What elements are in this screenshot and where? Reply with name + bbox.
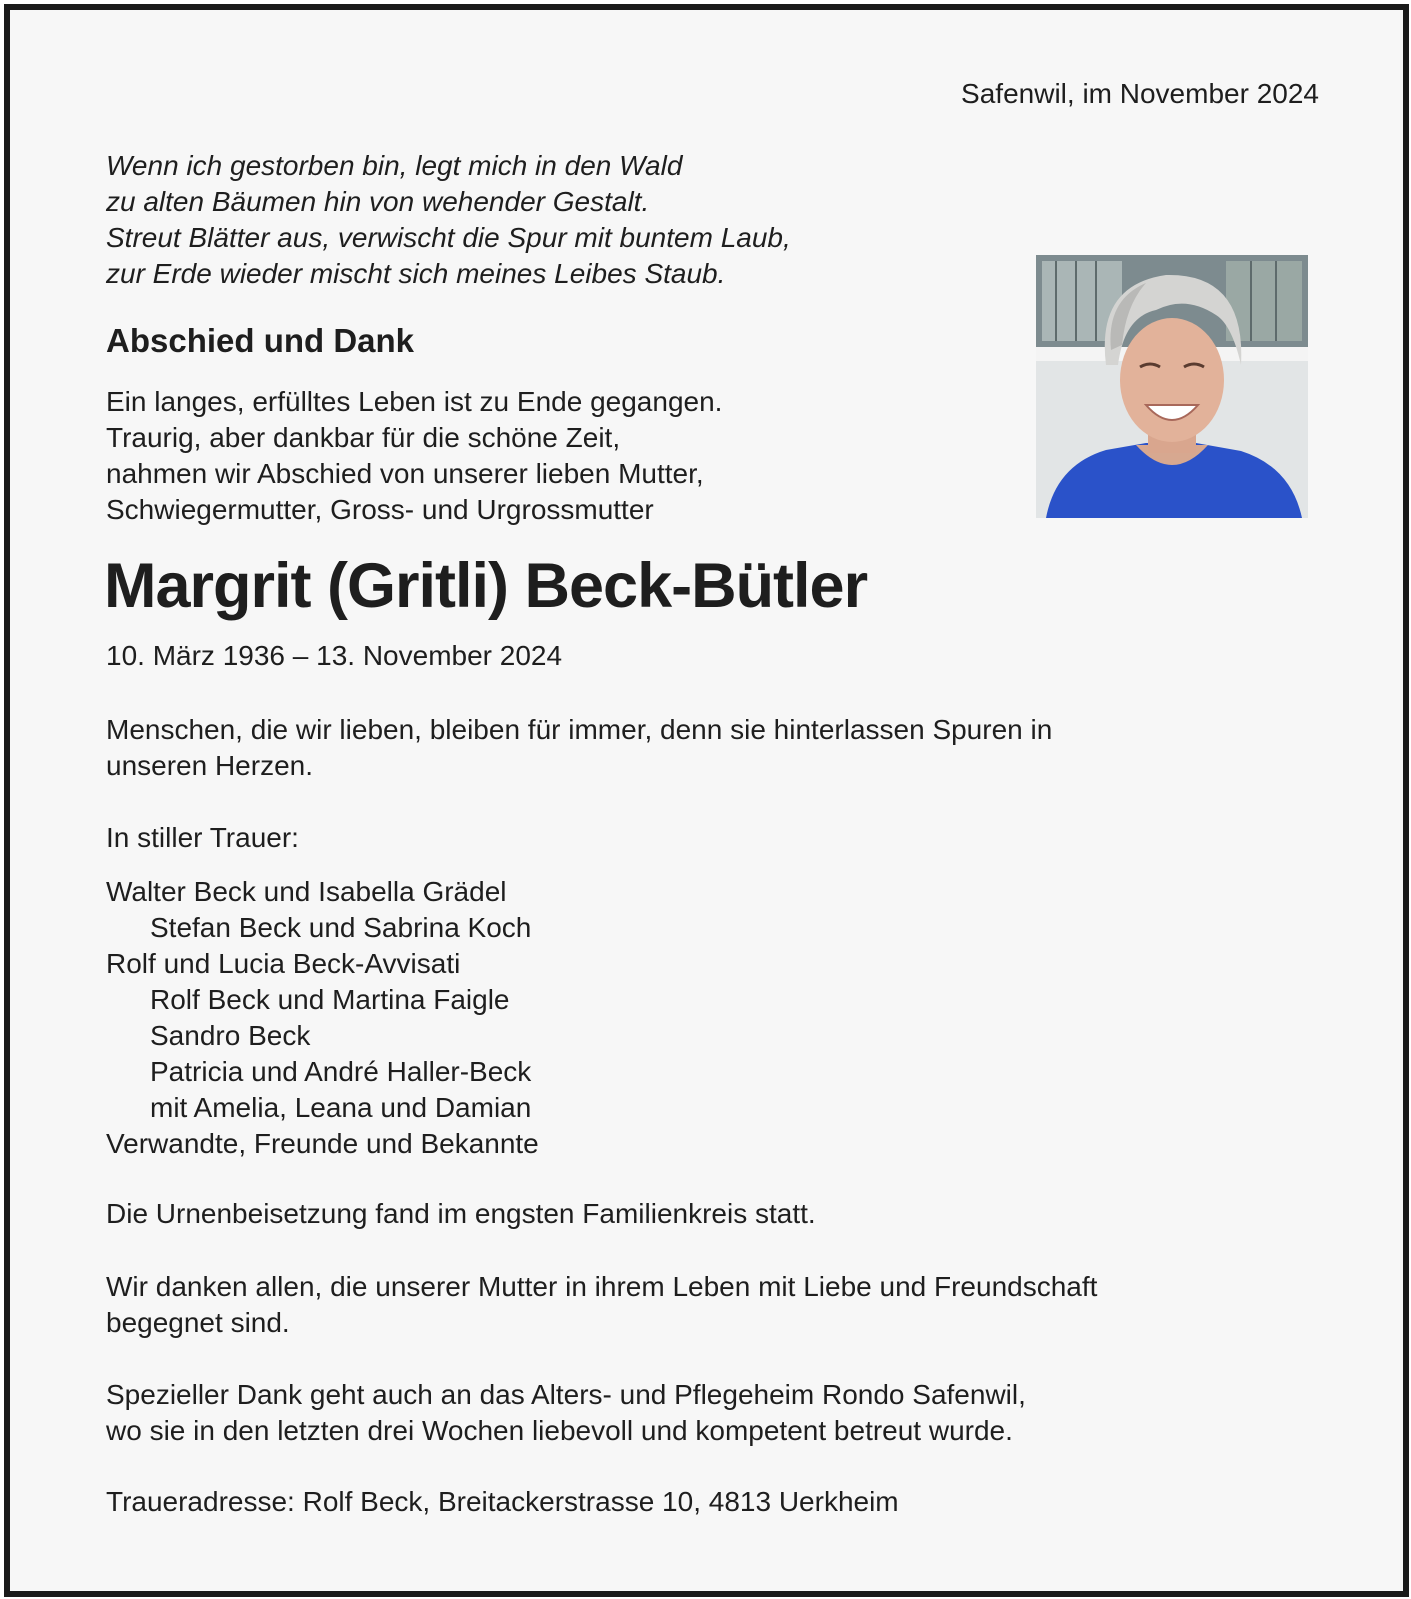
family-member: Sandro Beck: [150, 1020, 311, 1051]
special-thanks-line: wo sie in den letzten drei Wochen liebevoll und kompetent betreut wurde.: [106, 1415, 1013, 1446]
intro-line: nahmen wir Abschied von unserer lieben Mutter,: [106, 458, 704, 489]
poem: [106, 148, 791, 292]
memorial-quote: [106, 712, 1052, 784]
mourning-address: Traueradresse: Rolf Beck, Breitackerstrasse 10, 4813 Uerkheim: [106, 1486, 899, 1517]
quote-line: unseren Herzen.: [106, 750, 314, 781]
poem-line: zu alten Bäumen hin von wehender Gestalt.: [106, 186, 650, 217]
lifespan-dates: 10. März 1936 – 13. November 2024: [106, 640, 563, 671]
portrait-photo: [1036, 255, 1308, 518]
intro-line: Traurig, aber dankbar für die schöne Zeit,: [106, 422, 621, 453]
urn-notice: Die Urnenbeisetzung fand im engsten Familienkreis statt.: [106, 1198, 816, 1229]
poem-line: zur Erde wieder mischt sich meines Leibes Staub.: [106, 258, 726, 289]
intro-text: [106, 384, 722, 528]
special-thanks-text: [106, 1377, 1026, 1449]
family-member: Patricia und André Haller-Beck: [150, 1056, 532, 1087]
deceased-name: Margrit (Gritli) Beck-Bütler: [104, 551, 868, 621]
section-heading: Abschied und Dank: [106, 322, 415, 359]
intro-line: Schwiegermutter, Gross- und Urgrossmutter: [106, 494, 654, 525]
family-member: Verwandte, Freunde und Bekannte: [106, 1128, 539, 1159]
intro-line: Ein langes, erfülltes Leben ist zu Ende gegangen.: [106, 386, 723, 417]
thanks-line: begegnet sind.: [106, 1307, 290, 1338]
family-member: mit Amelia, Leana und Damian: [150, 1092, 532, 1123]
obituary-notice: [4, 4, 1409, 1597]
thanks-line: Wir danken allen, die unserer Mutter in ihrem Leben mit Liebe und Freundschaft: [106, 1271, 1098, 1302]
family-member: Walter Beck und Isabella Grädel: [106, 876, 507, 907]
poem-line: Streut Blätter aus, verwischt die Spur mit buntem Laub,: [106, 222, 791, 253]
family-member: Rolf Beck und Martina Faigle: [150, 984, 510, 1015]
family-member: Rolf und Lucia Beck-Avvisati: [106, 948, 461, 979]
thanks-text: [106, 1269, 1097, 1341]
place-date: Safenwil, im November 2024: [961, 78, 1319, 109]
quote-line: Menschen, die wir lieben, bleiben für immer, denn sie hinterlassen Spuren in: [106, 714, 1053, 745]
special-thanks-line: Spezieller Dank geht auch an das Alters- und Pflegeheim Rondo Safenwil,: [106, 1379, 1026, 1410]
family-list: [106, 874, 539, 1162]
mourners-label: In stiller Trauer:: [106, 822, 299, 853]
poem-line: Wenn ich gestorben bin, legt mich in den Wald: [106, 150, 683, 181]
family-member: Stefan Beck und Sabrina Koch: [150, 912, 532, 943]
